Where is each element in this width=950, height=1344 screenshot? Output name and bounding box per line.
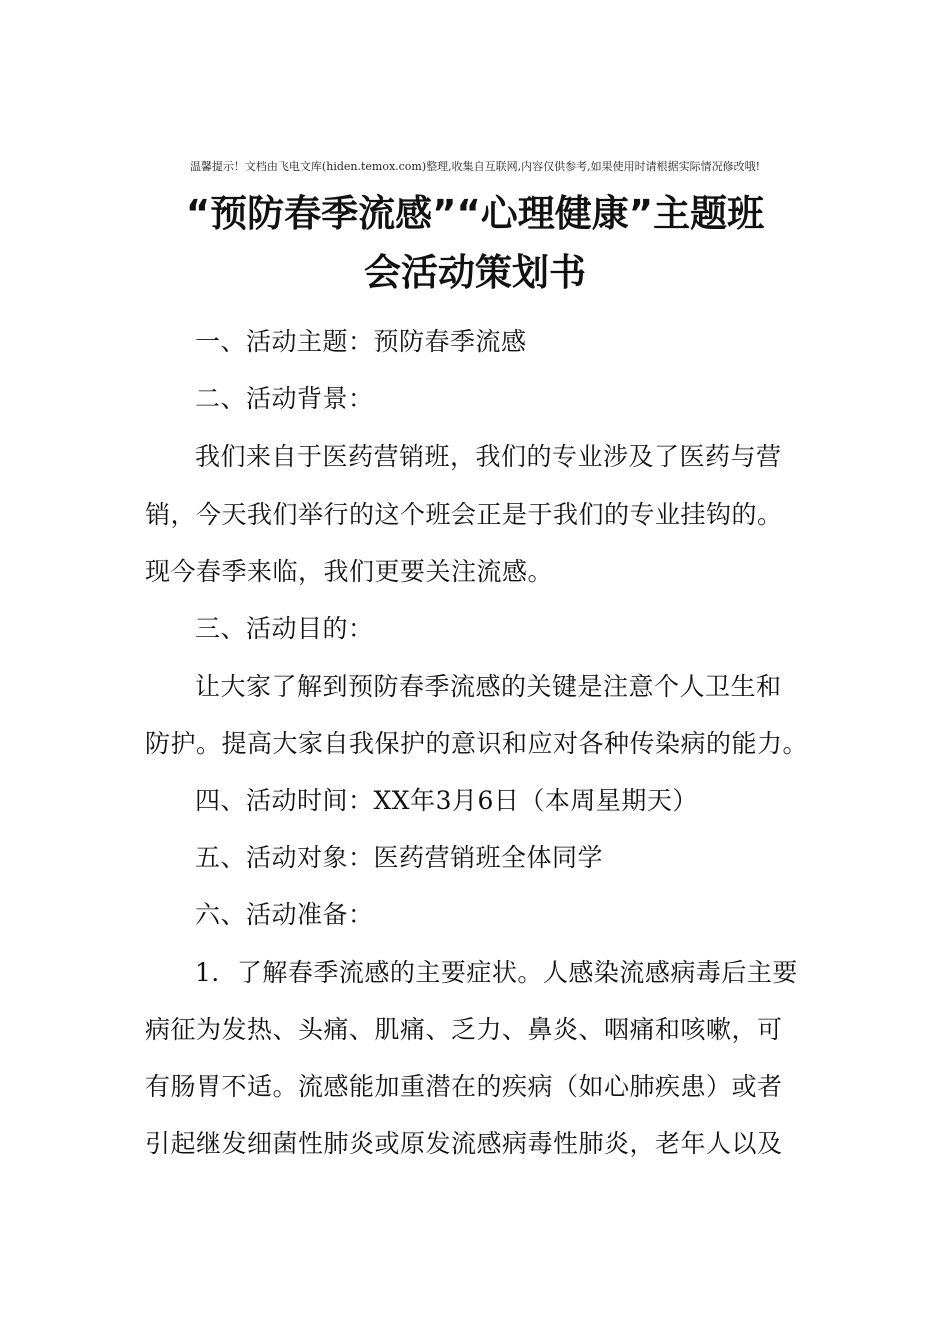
- header-notice: 温馨提示！文档由飞电文库(hiden.temox.com)整理,收集自互联网,内容仅供参考,如果使用时请根据实际情况修改哦!: [189, 160, 761, 173]
- section-heading-audience: 五、活动对象：医药营销班全体同学: [195, 843, 604, 872]
- section-heading-background: 二、活动背景：: [195, 384, 374, 413]
- paragraph-line: 引起继发细菌性肺炎或原发流感病毒性肺炎，老年人以及: [145, 1129, 783, 1158]
- paragraph-line: 防护。提高大家自我保护的意识和应对各种传染病的能力。: [145, 729, 809, 758]
- paragraph-line: 有肠胃不适。流感能加重潜在的疾病（如心肺疾患）或者: [145, 1072, 783, 1101]
- section-heading-preparation: 六、活动准备：: [195, 900, 374, 929]
- paragraph-line: 病征为发热、头痛、肌痛、乏力、鼻炎、咽痛和咳嗽，可: [145, 1015, 783, 1044]
- section-heading-time: 四、活动时间：XX年3月6日（本周星期天）: [195, 786, 698, 815]
- section-heading-theme: 一、活动主题：预防春季流感: [195, 327, 527, 356]
- document-title-line-2: 会活动策划书: [364, 251, 586, 294]
- paragraph-line: 现今春季来临，我们更要关注流感。: [145, 557, 554, 586]
- paragraph-line: 让大家了解到预防春季流感的关键是注意个人卫生和: [195, 672, 782, 701]
- paragraph-line: 销，今天我们举行的这个班会正是于我们的专业挂钩的。: [145, 500, 783, 529]
- paragraph-line: 1．了解春季流感的主要症状。人感染流感病毒后主要: [195, 958, 798, 987]
- paragraph-line: 我们来自于医药营销班，我们的专业涉及了医药与营: [195, 442, 782, 471]
- section-heading-purpose: 三、活动目的：: [195, 614, 374, 643]
- document-title-line-1: “预防春季流感”“心理健康”主题班: [185, 192, 765, 235]
